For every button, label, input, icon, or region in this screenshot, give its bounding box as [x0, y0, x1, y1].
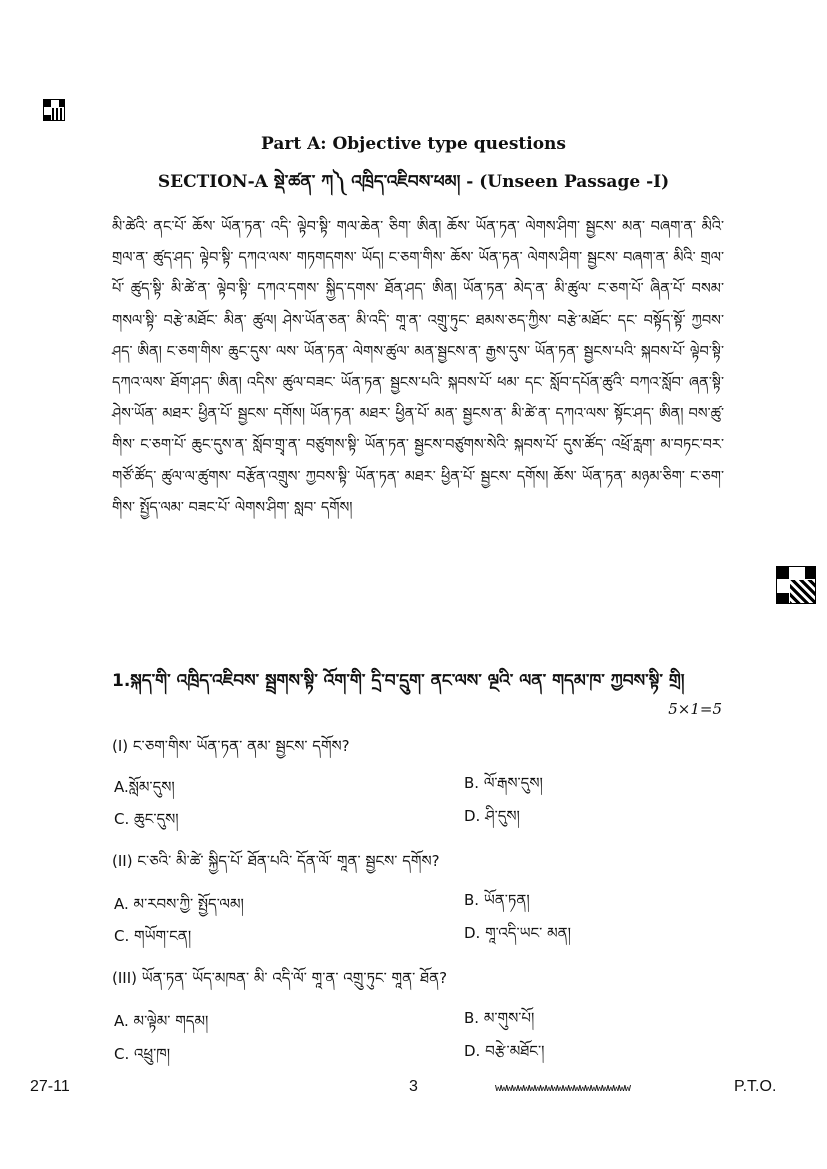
paper-code: 27-11 [30, 1078, 70, 1095]
option-3a: A. མ་ལྟེམ་ གདམ། [114, 1012, 209, 1030]
wave-divider: wwwwwwwwwwwwwwwwwwwwwwww [495, 1081, 630, 1094]
question-1-heading: 1.སྐད་གི་ འཁྲིད་འཇིབས་ སྦྲགས་སྟི་ འོག་གི་ དྲི་བ་དྲུག་ ནང་ལས་ ལྔའི་ ལན་ གདམ་ཁ་ ཀྱབས་སྟི་ གྲི། [112, 671, 685, 691]
option-2a: A. མ་རབས་ཀྱི་ སྤྱོད་ལམ། [114, 895, 244, 913]
question-1-marks: 5×1=5 [668, 700, 722, 718]
option-3d: D. བརྩེ་མཐོང་། [464, 1042, 545, 1060]
option-1a: A.སློམ་དུས། [114, 778, 175, 796]
option-1b: B. ལོ་རྒས་དུས། [464, 774, 543, 792]
option-2d: D. གཱ་འདི་ཡང་ མན། [464, 924, 571, 942]
option-1c: C. ཆུང་དུས། [114, 810, 179, 828]
sub-question-1: (I) ང་ཅག་གིས་ ཡོན་ཏན་ ནམ་ སྦྱངས་ དགོས? [112, 737, 350, 755]
qr-code-right-margin [776, 566, 816, 604]
part-title: Part A: Objective type questions [261, 134, 566, 154]
option-2c: C. གཡོག་ངན། [114, 927, 192, 945]
section-title: SECTION-A སྡེ་ཚན་ ཀ༽ འཁྲིད་འཇིབས་ཕམ། - (Unseen Passage -I) [157, 172, 670, 192]
page-number: 3 [409, 1078, 418, 1095]
sub-question-3: (III) ཡོན་ཏན་ ཡོད་མཁན་ མི་ འདི་ལོ་ གཱ་ན་ འགྲུ་ཏུང་ གཱན་ ཐོན? [112, 969, 448, 987]
option-1d: D. ཤི་དུས། [464, 807, 520, 825]
option-3b: B. མ་གུས་པོ། [464, 1009, 535, 1027]
please-turn-over: P.T.O. [734, 1078, 777, 1095]
sub-question-2: (II) ང་ཅའི་ མི་ཚེ་ སྐྱིད་པོ་ ཐོན་པའི་ དོན་ལོ་ གཱན་ སྦྱངས་ དགོས? [112, 852, 440, 870]
qr-code-top-left [43, 99, 65, 121]
option-3c: C. འཕྲུ་ཁ། [114, 1045, 171, 1063]
unseen-passage: མི་ཚེའི་ ནང་པོ་ ཆོས་ ཡོན་ཏན་ འདི་ ལྟེབ་སྟི་ གལ་ཆེན་ ཅིག་ ཨིན། ཆོས་ ཡོན་ཏན་ ལེགས་ཤིག་ སྦྱངས་ མན་ བཞག་ན་ མིའི་ གྲལ་ན་ ཚུད་ཤད་ ལྟེབ་སྟི་ དཀའ་ལས་ གཏགདགས་ ཡོད། ང་ཅག་གིས་ ཆོས་ ཡོན་ཏན་ ལེགས་ཤིག་ སྦྱངས་ བཞག་ན་ མིའི་ གྲལ་པོ་ ཚུད་སྟི་ མི་ཚེ་ན་ ལྟེབ་སྟི་ དཀའ་དགས་ སྐྱིད་དགས་ ཐོན་ཤད་ ཨིན། ཡོན་ཏན་ མེད་ན་ མི་ཚུལ་ ང་ཅག་པོ་ ཞིན་པོ་ བསམ་གསལ་སྟི་ བརྩེ་མཐོང་ མིན་ ཚུལ། ཤེས་ཡོན་ཅན་ མི་འདི་ གཱ་ན་ འགྲུ་ཏུང་ ཐམས་ཅད་ཀྱིས་ བརྩེ་མཐོང་ དང་ བསྟོད་སྟོ་ ཀྱབས་ཤད་ ཨིན། ང་ཅག་གིས་ ཆུང་དུས་ ལས་ ཡོན་ཏན་ ལེགས་ཚུལ་ མན་སྦྱངས་ན་ རྒྱས་དུས་ ཡོན་ཏན་ སྦྱངས་པའི་ སྐབས་པོ་ ལྟེབ་སྟི་ དཀའ་ལས་ ཐོག་ཤད་ ཨིན། འདིས་ ཚུལ་བཟང་ ཡོན་ཏན་ སྦྱངས་པའི་ སྐབས་པོ་ ཕམ་ དང་ སློབ་དཔོན་ཚུའི་ བཀའ་སློབ་ ཞན་སྟི་ ཤེས་ཡོན་ མཐར་ ཕྱིན་པོ་ སྦྱངས་ དགོས། ཡོན་ཏན་ མཐར་ ཕྱིན་པོ་ མན་ སྦྱངས་ན་ མི་ཚེ་ན་ དཀའ་ལས་ སྟོང་ཤད་ ཨིན། བས་ཚུ་གིས་ ང་ཅག་པོ་ ཆུང་དུས་ན་ སློབ་གྲྭ་ན་ བཙུགས་སྟི་ ཡོན་ཏན་ སྦྱངས་བཙུགས་སེའི་ སྐབས་པོ་ དུས་ཚོད་ འཕྲོ་རླག་ མ་བཏང་བར་ གཙོ་ཚོད་ ཚུལ་ལ་ཚུགས་ བརྩོན་འགྲུས་ ཀྱབས་སྟི་ ཡོན་ཏན་ མཐར་ ཕྱིན་པོ་ སྦྱངས་ དགོས། ཆོས་ ཡོན་ཏན་ མཉམ་ཅིག་ ང་ཅག་གིས་ སྤྱོད་ལམ་ བཟང་པོ་ ལེགས་ཤིག་ སླབ་ དགོས། [112, 219, 725, 516]
option-2b: B. ཡོན་ཏན། [464, 891, 530, 909]
